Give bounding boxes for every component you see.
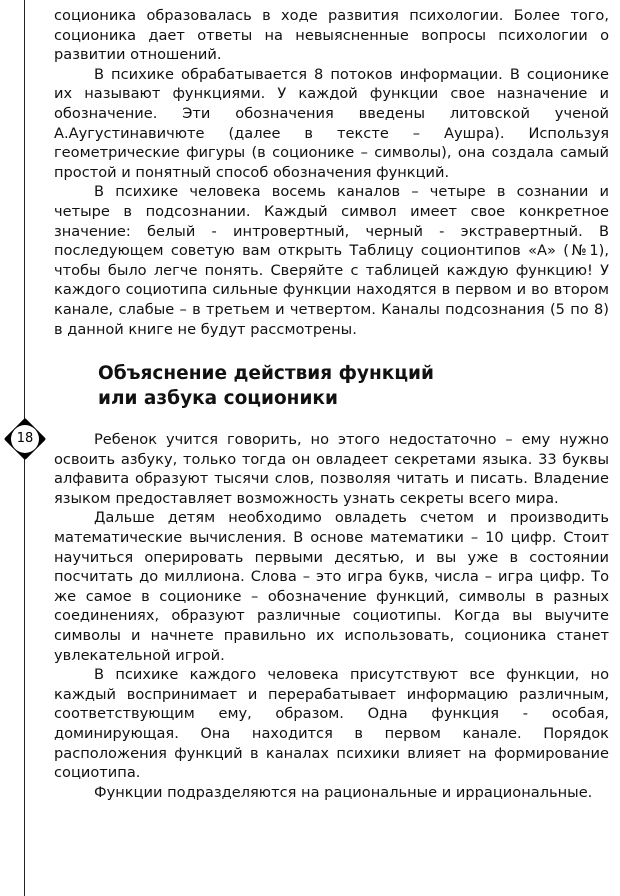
heading-line-2: или азбука соционики <box>98 388 338 410</box>
heading-line-1: Объяснение действия функций <box>98 363 434 385</box>
paragraph: В психике обрабатывается 8 потоков информации. В соционике их называют функциями. У каждой функции свое назначение и обозначение. Эти обозначения введены литовской ученой А.Аугустинавичюте (далее в тексте – Аушра). Используя геометрические фигуры (в соционике – символы), она создала самый простой и понятный способ обозначения функций. <box>54 65 609 181</box>
paragraph: В психике каждого человека присутствуют все функции, но каждый воспринимает и перерабатывает информацию различным, соответствующим ему, образом. Одна функция - особая, доминирующая. Она находится в первом канале. Порядок расположения функций в каналах психики влияет на формирование социотипа. <box>54 666 609 782</box>
paragraph: Дальше детям необходимо овладеть счетом и производить математические вычисления. В основе математики – 10 цифр. Стоит научиться оперировать первыми десятью, и вы уже в состоянии посчитать до миллиона. Слова – это игра букв, числа – игра цифр. То же самое в соционике – обозначение функций, символы в разных соединениях, образуют различные социотипы. Когда вы выучите символы и начнете правильно их использовать, соционика станет увлекательной игрой. <box>54 509 609 664</box>
paragraph: Функции подразделяются на рациональные и иррациональные. <box>94 783 593 801</box>
page-number: 18 <box>16 431 34 446</box>
paragraph: В психике человека восемь каналов – четыре в сознании и четыре в подсознании. Каждый символ имеет свое конкретное значение: белый - интровертный, черный - экстравертный. В последующем советую вам открыть Таблицу соционтипов «А» (№1), чтобы было легче понять. Сверяйте с таблицей каждую функцию! У каждого социотипа сильные функции находятся в первом и во втором канале, слабые – в третьем и четвертом. Каналы подсознания (5 по 8) в данной книге не будут рассмотрены. <box>54 183 609 338</box>
paragraph: соционика образовалась в ходе развития психологии. Более того, соционика дает ответы на невыясненные вопросы психологии о развитии отношений. <box>54 7 609 64</box>
paragraph: Ребенок учится говорить, но этого недостаточно – ему нужно освоить азбуку, только тогда он овладеет секретами языка. 33 буквы алфавита образуют тысячи слов, позволяя читать и писать. Владение языком предоставляет возможность узнать секреты всего мира. <box>54 431 609 507</box>
section-heading <box>98 361 609 411</box>
page-content <box>54 6 609 802</box>
page-number-badge <box>4 418 46 460</box>
